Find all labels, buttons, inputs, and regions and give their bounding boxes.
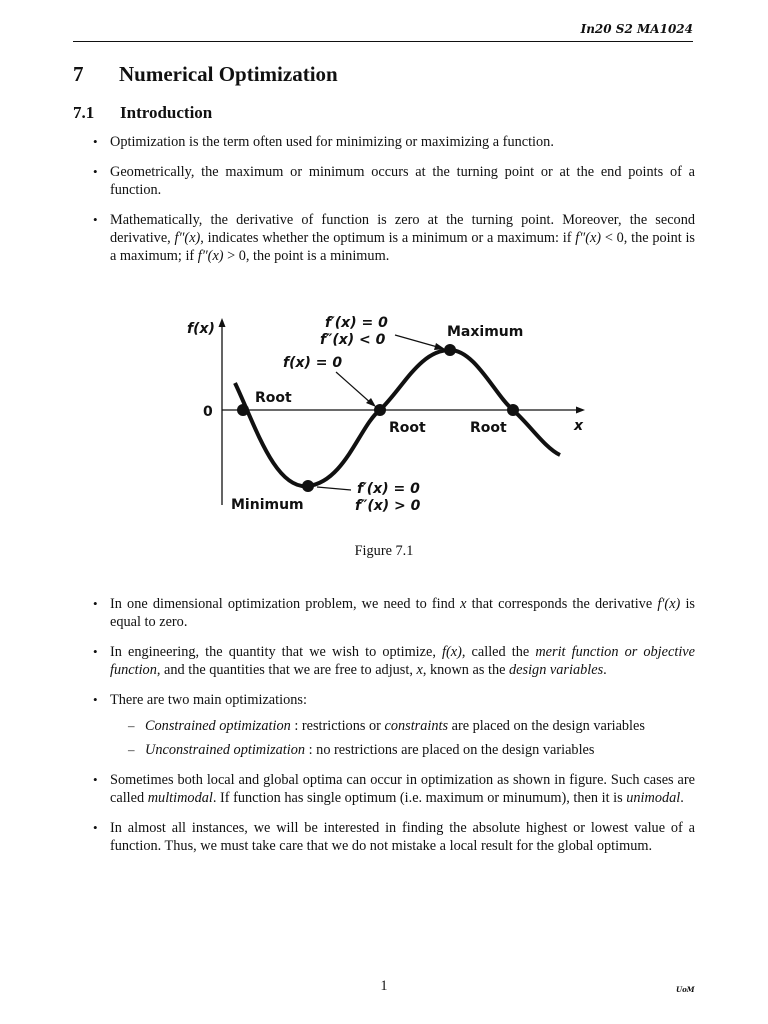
text-run: are placed on the design variables [448, 718, 645, 734]
max-pointer [395, 335, 441, 348]
min-pointer [317, 487, 351, 490]
minimum-label: Minimum [231, 497, 304, 513]
math-f2x: f″(x) [197, 248, 224, 264]
text-run: : no restrictions are placed on the design variables [305, 742, 595, 758]
bullet-multimodal [110, 771, 695, 807]
root-point-3 [507, 404, 519, 416]
x-axis-arrow-icon [576, 407, 585, 414]
root-point-1 [237, 404, 249, 416]
bullet-engineering [110, 643, 695, 679]
term-merit-function: merit function or objective function [110, 644, 695, 678]
bullet-mathematical [110, 211, 695, 265]
text-run: , and the quantities that we are free to adjust, [156, 662, 417, 678]
math-f2x: f″(x) [575, 230, 602, 246]
math-x: x [416, 662, 423, 678]
min-condition-2: f″(x) > 0 [355, 498, 421, 514]
text-run: . [603, 662, 607, 678]
text-run: < 0, the point is a maximum; if [110, 230, 695, 264]
root-label-1: Root [255, 390, 292, 406]
x-axis-label: x [574, 418, 584, 434]
math-f1x: f′(x) [657, 596, 681, 612]
sub-bullet-constrained [145, 717, 695, 735]
max-pointer-arrow-icon [434, 343, 445, 350]
math-x: x [460, 596, 467, 612]
term-multimodal: multimodal [147, 790, 213, 806]
text-run: . [680, 790, 684, 806]
max-condition-1: f′(x) = 0 [325, 315, 388, 331]
subsection-title-text: Introduction [120, 103, 213, 122]
text-run: There are two main optimizations: [110, 692, 307, 708]
bullet-global-optimum: • In almost all instances, we will be interested in finding the absolute highest or lowest value of a function. Thus, we must take care that we do not mistake a local result for the global optimum. [110, 819, 695, 855]
maximum-label: Maximum [447, 324, 524, 340]
page-number: 1 [380, 978, 388, 994]
zero-label: 0 [203, 404, 213, 420]
subsection-number: 7.1 [73, 103, 95, 122]
text-run: . If function has single optimum (i.e. maximum or minumum), then it is [212, 790, 627, 806]
root-label-2: Root [389, 420, 426, 436]
root-point-2 [374, 404, 386, 416]
bullet-two-optimizations [110, 691, 695, 759]
figure-caption: Figure 7.1 [354, 543, 414, 559]
footer-institution: UoM [676, 985, 695, 994]
optimization-types-list [110, 717, 695, 759]
subsection-title [73, 103, 212, 123]
term-constrained: Constrained optimization [145, 718, 291, 734]
term-unimodal: unimodal [626, 790, 681, 806]
min-condition-1: f′(x) = 0 [357, 481, 420, 497]
math-fx: f(x) [442, 644, 462, 660]
text-run: , known as the [422, 662, 510, 678]
text-run: , called the [461, 644, 536, 660]
maximum-point [444, 344, 456, 356]
section-title-text: Numerical Optimization [119, 62, 338, 86]
text-run: In one dimensional optimization problem, we need to find [110, 596, 461, 612]
text-run: : restrictions or [290, 718, 385, 734]
bullet-geometric: • Geometrically, the maximum or minimum occurs at the turning point or at the end points of a function. [110, 163, 695, 199]
root-condition: f(x) = 0 [283, 355, 343, 371]
term-unconstrained: Unconstrained optimization [145, 742, 306, 758]
math-f2x: f″(x) [174, 230, 201, 246]
section-title [73, 62, 338, 87]
y-axis-arrow-icon [219, 318, 226, 327]
figure-optimization-curve [175, 300, 595, 535]
text-run: Mathematically, the derivative of function is zero at the turning point. Moreover, the second derivative, [110, 212, 695, 246]
running-header: In20 S2 MA1024 [580, 22, 693, 36]
root-label-3: Root [470, 420, 507, 436]
text-run: Sometimes both local and global optima can occur in optimization as shown in figure. Such cases are called [110, 772, 695, 806]
max-condition-2: f″(x) < 0 [320, 332, 386, 348]
text-run: that corresponds the derivative [466, 596, 658, 612]
root-pointer [336, 372, 372, 404]
term-constraints: constraints [384, 718, 449, 734]
term-design-variables: design variables [509, 662, 604, 678]
bullet-list-bottom [110, 595, 695, 867]
sub-bullet-unconstrained [145, 741, 695, 759]
text-run: is equal to zero. [110, 596, 695, 630]
fx-axis-label: f(x) [187, 321, 215, 337]
bullet-optimization-definition: • Optimization is the term often used for minimizing or maximizing a function. [110, 133, 695, 151]
text-run: , indicates whether the optimum is a minimum or a maximum: if [200, 230, 576, 246]
text-run: In engineering, the quantity that we wish to optimize, [110, 644, 443, 660]
section-number: 7 [73, 62, 84, 86]
text-run: > 0, the point is a minimum. [223, 248, 390, 264]
bullet-list-top [110, 133, 695, 277]
minimum-point [302, 480, 314, 492]
header-rule [73, 41, 693, 42]
bullet-one-dimensional [110, 595, 695, 631]
